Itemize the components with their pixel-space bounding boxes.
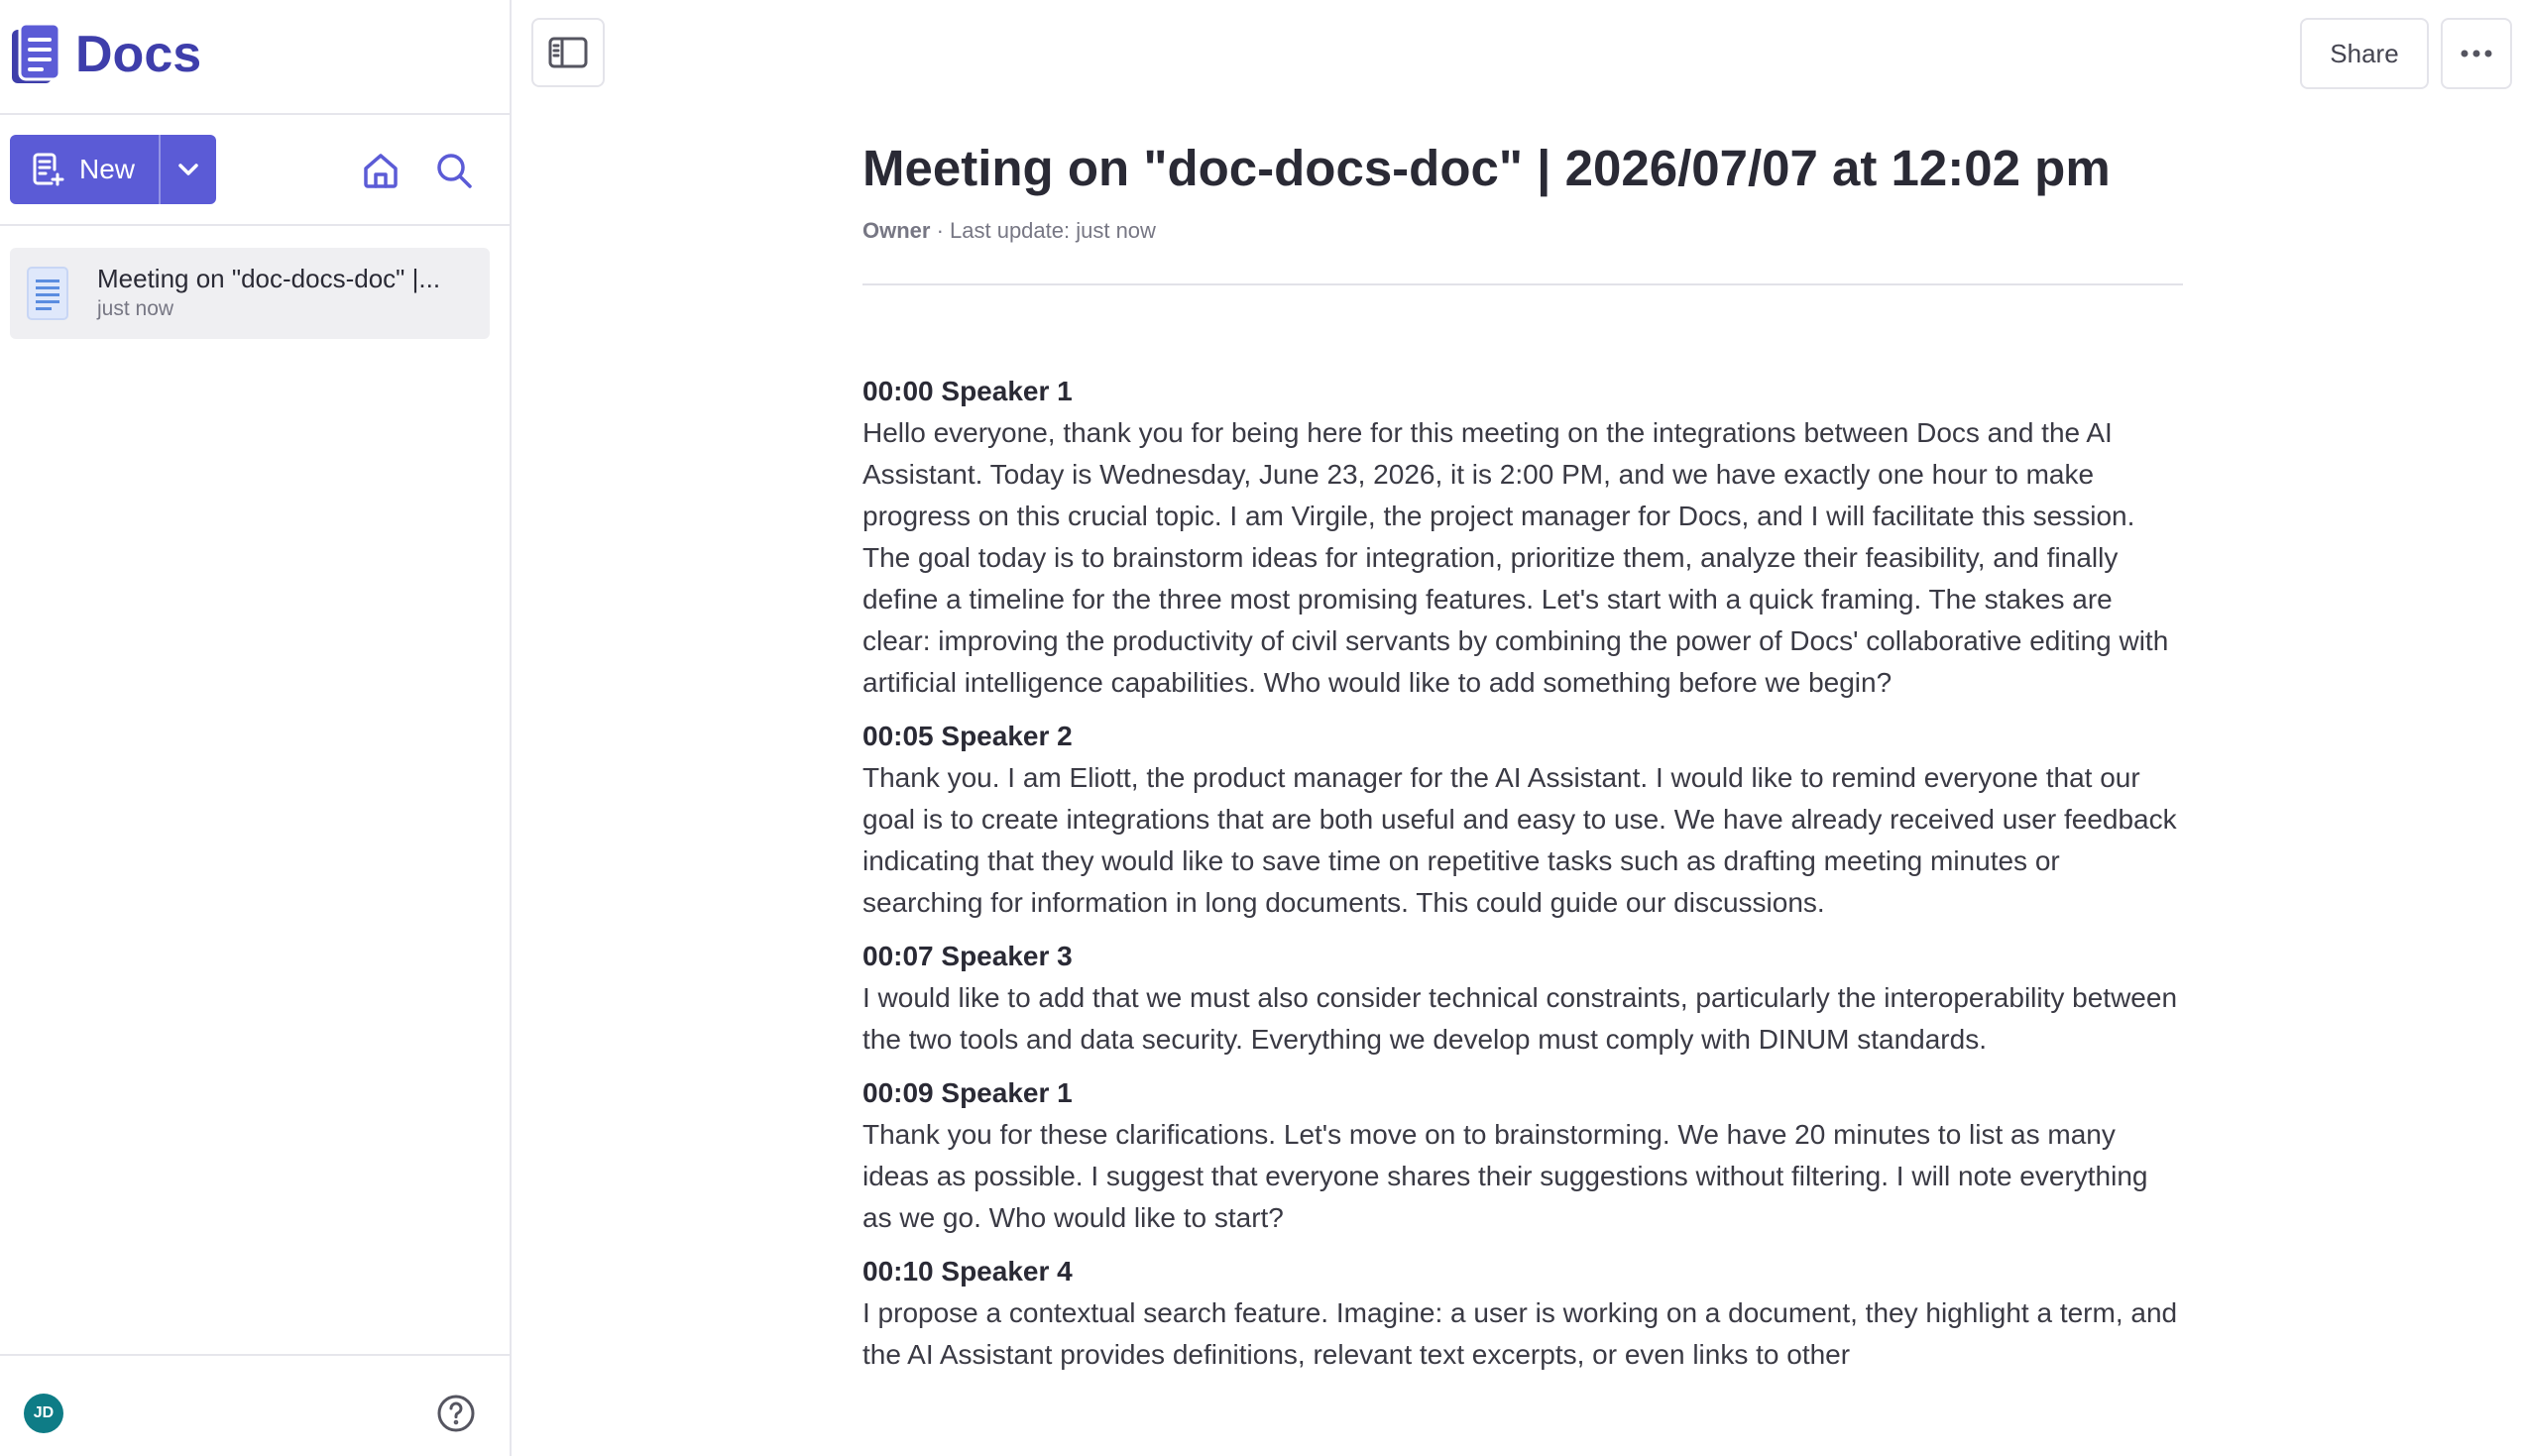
home-button[interactable] bbox=[359, 149, 402, 192]
entry-text: Hello everyone, thank you for being here for this meeting on the integrations between Docs and the AI Assistant. Today is Wednesday, June 23, 2026, it is 2:00 PM, and we have exactly one hour to make progress on this crucial topic. I am Virgile, the project manager for Docs, and I will facilitate this session. The goal today is to brainstorm ideas for integration, prioritize them, analyze their feasibility, and finally define a timeline for the three most promising features. Let's start with a quick framing. The stakes are clear: improving the productivity of civil servants by combining the power of Docs' collaborative editing with artificial intelligence capabilities. Who would like to add something before we begin? bbox=[862, 417, 2169, 698]
new-doc-icon bbox=[30, 152, 65, 187]
docs-logo-icon[interactable] bbox=[10, 22, 63, 87]
entry-speaker-timestamp: 00:05 Speaker 2 bbox=[862, 721, 1073, 751]
user-avatar[interactable]: JD bbox=[24, 1394, 63, 1433]
sidebar-doc-time: just now bbox=[97, 297, 174, 320]
new-doc-button[interactable] bbox=[10, 135, 161, 204]
sidebar-toolbar bbox=[0, 115, 510, 226]
app-name[interactable]: Docs bbox=[75, 26, 202, 83]
transcript-entry bbox=[862, 1251, 2183, 1376]
toggle-sidebar-button[interactable] bbox=[531, 18, 605, 87]
document-editor[interactable] bbox=[862, 135, 2183, 1388]
search-icon bbox=[434, 151, 474, 190]
transcript-entry bbox=[862, 716, 2183, 924]
entry-speaker-timestamp: 00:09 Speaker 1 bbox=[862, 1077, 1073, 1108]
document-last-update: · Last update: just now bbox=[930, 218, 1156, 243]
sidebar bbox=[0, 0, 512, 1456]
document-body[interactable] bbox=[862, 371, 2183, 1376]
entry-text: Thank you. I am Eliott, the product manager for the AI Assistant. I would like to remind everyone that our goal is to create integrations that are both useful and easy to use. We have already received user feedback indicating that they would like to save time on repetitive tasks such as drafting meeting minutes or searching for information in long documents. This could guide our discussions. bbox=[862, 762, 2177, 918]
new-doc-split-button bbox=[10, 135, 216, 204]
transcript-entry bbox=[862, 371, 2183, 704]
entry-speaker-timestamp: 00:10 Speaker 4 bbox=[862, 1256, 1073, 1287]
entry-text: I would like to add that we must also consider technical constraints, particularly the interoperability between the two tools and data security. Everything we develop must comply with DINUM standards. bbox=[862, 982, 2178, 1055]
sidebar-doc-item[interactable] bbox=[10, 248, 490, 339]
entry-speaker-timestamp: 00:00 Speaker 1 bbox=[862, 376, 1073, 406]
help-icon[interactable] bbox=[434, 1392, 478, 1435]
transcript-entry bbox=[862, 1072, 2183, 1239]
document-owner: Owner bbox=[862, 218, 931, 243]
more-options-button[interactable] bbox=[2441, 18, 2512, 89]
more-horizontal-icon bbox=[2461, 50, 2492, 57]
chevron-down-icon bbox=[177, 163, 199, 176]
home-icon bbox=[361, 151, 401, 190]
sidebar-panel-icon bbox=[548, 37, 588, 68]
title-divider bbox=[862, 283, 2183, 285]
new-doc-dropdown-button[interactable] bbox=[161, 135, 216, 204]
entry-text: I propose a contextual search feature. Imagine: a user is working on a document, they highlight a term, and the AI Assistant provides definitions, relevant text excerpts, or even links to other bbox=[862, 1297, 2178, 1370]
entry-speaker-timestamp: 00:07 Speaker 3 bbox=[862, 941, 1073, 971]
brand-header bbox=[0, 0, 510, 115]
document-icon bbox=[26, 266, 69, 321]
share-button[interactable]: Share bbox=[2300, 18, 2429, 89]
search-button[interactable] bbox=[432, 149, 476, 192]
entry-text: Thank you for these clarifications. Let's move on to brainstorming. We have 20 minutes to list as many ideas as possible. I suggest that everyone shares their suggestions without filtering. I will note everything as we go. Who would like to start? bbox=[862, 1119, 2148, 1233]
document-title[interactable]: Meeting on "doc-docs-doc" | 2026/07/07 at 12:02 pm bbox=[862, 140, 2111, 196]
sidebar-doc-title: Meeting on "doc-docs-doc" |... bbox=[97, 264, 441, 293]
transcript-entry bbox=[862, 936, 2183, 1061]
sidebar-footer bbox=[0, 1354, 510, 1456]
new-doc-label: New bbox=[79, 154, 136, 184]
document-meta bbox=[862, 218, 2183, 244]
